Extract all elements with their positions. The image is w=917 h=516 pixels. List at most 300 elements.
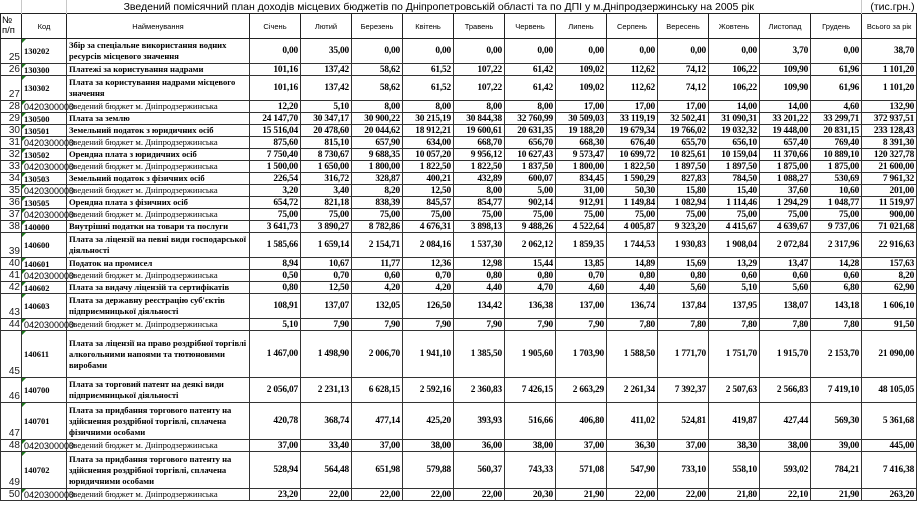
item-name[interactable]: Орендна плата з фізичних осіб xyxy=(67,197,250,209)
month-value[interactable]: 0,00 xyxy=(709,39,760,64)
month-value[interactable]: 14,28 xyxy=(811,258,862,270)
row-number[interactable]: 26 xyxy=(1,64,22,76)
month-value[interactable]: 19 600,61 xyxy=(454,125,505,137)
header-month[interactable]: Червень xyxy=(505,14,556,39)
row-number[interactable]: 33 xyxy=(1,161,22,173)
header-month[interactable]: Березень xyxy=(352,14,403,39)
month-value[interactable]: 19 188,20 xyxy=(556,125,607,137)
item-name[interactable]: Плата за землю xyxy=(67,113,250,125)
month-value[interactable]: 368,74 xyxy=(301,403,352,440)
month-value[interactable]: 9 737,06 xyxy=(811,221,862,233)
annual-total[interactable]: 7 416,38 xyxy=(862,452,917,489)
item-name[interactable]: Плата за видачу ліцензій та сертифікатів xyxy=(67,282,250,294)
month-value[interactable]: 427,44 xyxy=(760,403,811,440)
month-value[interactable]: 58,62 xyxy=(352,76,403,101)
row-number[interactable]: 36 xyxy=(1,197,22,209)
month-value[interactable]: 8,00 xyxy=(454,101,505,113)
budget-code[interactable]: 140601 xyxy=(22,258,67,270)
budget-code[interactable]: 130202 xyxy=(22,39,67,64)
header-month[interactable]: Лютий xyxy=(301,14,352,39)
item-name[interactable]: Плата за користування надрами місцевого значення xyxy=(67,76,250,101)
month-value[interactable]: 126,50 xyxy=(403,294,454,319)
month-value[interactable]: 132,05 xyxy=(352,294,403,319)
month-value[interactable]: 4,40 xyxy=(607,282,658,294)
month-value[interactable]: 1 385,50 xyxy=(454,331,505,378)
header-month[interactable]: Жовтень xyxy=(709,14,760,39)
month-value[interactable]: 827,83 xyxy=(658,173,709,185)
row-number[interactable]: 30 xyxy=(1,125,22,137)
month-value[interactable]: 0,00 xyxy=(811,39,862,64)
month-value[interactable]: 14,00 xyxy=(709,101,760,113)
month-value[interactable]: 134,42 xyxy=(454,294,505,319)
month-value[interactable]: 22,00 xyxy=(607,489,658,501)
month-value[interactable]: 14,89 xyxy=(607,258,658,270)
month-value[interactable]: 30 844,38 xyxy=(454,113,505,125)
month-value[interactable]: 138,07 xyxy=(760,294,811,319)
month-value[interactable]: 12,50 xyxy=(301,282,352,294)
month-value[interactable]: 37,00 xyxy=(556,440,607,452)
budget-code[interactable]: 140700 xyxy=(22,378,67,403)
item-name[interactable]: Плата за державну реєстрацію суб'єктів підприємницької діяльності xyxy=(67,294,250,319)
item-name[interactable]: Зведений бюджет м. Дніпродзержинська xyxy=(67,489,250,501)
month-value[interactable]: 0,00 xyxy=(658,39,709,64)
month-value[interactable]: 7,90 xyxy=(301,319,352,331)
month-value[interactable]: 657,40 xyxy=(760,137,811,149)
budget-code[interactable]: 0420300000 xyxy=(22,209,67,221)
month-value[interactable]: 10 699,72 xyxy=(607,149,658,161)
annual-total[interactable]: 11 519,97 xyxy=(862,197,917,209)
month-value[interactable]: 1 897,50 xyxy=(709,161,760,173)
month-value[interactable]: 75,00 xyxy=(658,209,709,221)
month-value[interactable]: 406,80 xyxy=(556,403,607,440)
month-value[interactable]: 137,00 xyxy=(556,294,607,319)
month-value[interactable]: 10 889,10 xyxy=(811,149,862,161)
item-name[interactable]: Орендна плата з юридичних осіб xyxy=(67,149,250,161)
month-value[interactable]: 600,07 xyxy=(505,173,556,185)
month-value[interactable]: 0,80 xyxy=(250,282,301,294)
budget-code[interactable]: 140701 xyxy=(22,403,67,440)
month-value[interactable]: 137,42 xyxy=(301,64,352,76)
month-value[interactable]: 226,54 xyxy=(250,173,301,185)
month-value[interactable]: 20 831,15 xyxy=(811,125,862,137)
month-value[interactable]: 1 149,84 xyxy=(607,197,658,209)
month-value[interactable]: 75,00 xyxy=(607,209,658,221)
month-value[interactable]: 35,00 xyxy=(301,39,352,64)
month-value[interactable]: 137,95 xyxy=(709,294,760,319)
month-value[interactable]: 7,80 xyxy=(658,319,709,331)
month-value[interactable]: 8 782,86 xyxy=(352,221,403,233)
month-value[interactable]: 7,80 xyxy=(760,319,811,331)
month-value[interactable]: 8,00 xyxy=(352,101,403,113)
month-value[interactable]: 558,10 xyxy=(709,452,760,489)
month-value[interactable]: 571,08 xyxy=(556,452,607,489)
month-value[interactable]: 2 261,34 xyxy=(607,378,658,403)
annual-total[interactable]: 38,70 xyxy=(862,39,917,64)
row-number[interactable]: 46 xyxy=(1,378,22,403)
item-name[interactable]: Платежі за користування надрами xyxy=(67,64,250,76)
month-value[interactable]: 5,60 xyxy=(760,282,811,294)
month-value[interactable]: 769,40 xyxy=(811,137,862,149)
item-name[interactable]: Зведений бюджет м. Дніпродзержинська xyxy=(67,185,250,197)
month-value[interactable]: 393,93 xyxy=(454,403,505,440)
month-value[interactable]: 30 215,19 xyxy=(403,113,454,125)
month-value[interactable]: 1 941,10 xyxy=(403,331,454,378)
annual-total[interactable]: 48 105,05 xyxy=(862,378,917,403)
month-value[interactable]: 22,10 xyxy=(760,489,811,501)
month-value[interactable]: 12,98 xyxy=(454,258,505,270)
month-value[interactable]: 1 822,50 xyxy=(403,161,454,173)
annual-total[interactable]: 8 391,30 xyxy=(862,137,917,149)
month-value[interactable]: 516,66 xyxy=(505,403,556,440)
month-value[interactable]: 1 822,50 xyxy=(607,161,658,173)
item-name[interactable]: Зведений бюджет м. Дніпродзержинська xyxy=(67,161,250,173)
month-value[interactable]: 21,90 xyxy=(811,489,862,501)
row-number[interactable]: 45 xyxy=(1,331,22,378)
month-value[interactable]: 676,40 xyxy=(607,137,658,149)
month-value[interactable]: 137,84 xyxy=(658,294,709,319)
month-value[interactable]: 668,30 xyxy=(556,137,607,149)
month-value[interactable]: 1 875,00 xyxy=(760,161,811,173)
budget-code[interactable]: 140000 xyxy=(22,221,67,233)
month-value[interactable]: 9 956,12 xyxy=(454,149,505,161)
month-value[interactable]: 2 062,12 xyxy=(505,233,556,258)
month-value[interactable]: 1 751,70 xyxy=(709,331,760,378)
month-value[interactable]: 7,90 xyxy=(352,319,403,331)
header-month[interactable]: Вересень xyxy=(658,14,709,39)
budget-code[interactable]: 0420300000 xyxy=(22,440,67,452)
month-value[interactable]: 13,47 xyxy=(760,258,811,270)
month-value[interactable]: 112,62 xyxy=(607,64,658,76)
month-value[interactable]: 15,69 xyxy=(658,258,709,270)
month-value[interactable]: 32 502,41 xyxy=(658,113,709,125)
month-value[interactable]: 7 419,10 xyxy=(811,378,862,403)
month-value[interactable]: 547,90 xyxy=(607,452,658,489)
month-value[interactable]: 11,77 xyxy=(352,258,403,270)
month-value[interactable]: 12,20 xyxy=(250,101,301,113)
month-value[interactable]: 2 056,07 xyxy=(250,378,301,403)
budget-code[interactable]: 130505 xyxy=(22,197,67,209)
month-value[interactable]: 143,18 xyxy=(811,294,862,319)
header-month[interactable]: Травень xyxy=(454,14,505,39)
month-value[interactable]: 107,22 xyxy=(454,76,505,101)
month-value[interactable]: 0,80 xyxy=(607,270,658,282)
month-value[interactable]: 109,02 xyxy=(556,76,607,101)
month-value[interactable]: 3 641,73 xyxy=(250,221,301,233)
budget-code[interactable]: 0420300000 xyxy=(22,101,67,113)
month-value[interactable]: 61,96 xyxy=(811,64,862,76)
month-value[interactable]: 112,62 xyxy=(607,76,658,101)
month-value[interactable]: 7 426,15 xyxy=(505,378,556,403)
month-value[interactable]: 316,72 xyxy=(301,173,352,185)
month-value[interactable]: 1 588,50 xyxy=(607,331,658,378)
item-name[interactable]: Податок на промисел xyxy=(67,258,250,270)
month-value[interactable]: 1 859,35 xyxy=(556,233,607,258)
month-value[interactable]: 30 900,22 xyxy=(352,113,403,125)
month-value[interactable]: 656,10 xyxy=(709,137,760,149)
month-value[interactable]: 2 231,13 xyxy=(301,378,352,403)
row-number[interactable]: 38 xyxy=(1,221,22,233)
month-value[interactable]: 4 415,67 xyxy=(709,221,760,233)
month-value[interactable]: 1 744,53 xyxy=(607,233,658,258)
header-month[interactable]: Січень xyxy=(250,14,301,39)
month-value[interactable]: 0,80 xyxy=(505,270,556,282)
month-value[interactable]: 37,00 xyxy=(352,440,403,452)
month-value[interactable]: 7,80 xyxy=(709,319,760,331)
month-value[interactable]: 733,10 xyxy=(658,452,709,489)
annual-total[interactable]: 120 327,78 xyxy=(862,149,917,161)
month-value[interactable]: 18 912,21 xyxy=(403,125,454,137)
month-value[interactable]: 854,77 xyxy=(454,197,505,209)
month-value[interactable]: 0,60 xyxy=(352,270,403,282)
month-value[interactable]: 7,90 xyxy=(556,319,607,331)
month-value[interactable]: 411,02 xyxy=(607,403,658,440)
annual-total[interactable]: 132,90 xyxy=(862,101,917,113)
budget-code[interactable]: 0420300000 xyxy=(22,489,67,501)
month-value[interactable]: 569,30 xyxy=(811,403,862,440)
item-name[interactable]: Зведений бюджет м. Дніпродзержинська xyxy=(67,319,250,331)
month-value[interactable]: 37,60 xyxy=(760,185,811,197)
month-value[interactable]: 7,80 xyxy=(811,319,862,331)
month-value[interactable]: 821,18 xyxy=(301,197,352,209)
month-value[interactable]: 75,00 xyxy=(505,209,556,221)
month-value[interactable]: 4,70 xyxy=(505,282,556,294)
month-value[interactable]: 36,30 xyxy=(607,440,658,452)
month-value[interactable]: 530,69 xyxy=(811,173,862,185)
item-name[interactable]: Плата за ліцензії на право роздрібної торгівлі алкогольними напоями та тютюновими виробами xyxy=(67,331,250,378)
month-value[interactable]: 9 488,26 xyxy=(505,221,556,233)
row-number[interactable]: 43 xyxy=(1,294,22,319)
month-value[interactable]: 38,00 xyxy=(760,440,811,452)
row-number[interactable]: 32 xyxy=(1,149,22,161)
month-value[interactable]: 21,90 xyxy=(556,489,607,501)
month-value[interactable]: 1 800,00 xyxy=(556,161,607,173)
month-value[interactable]: 2 592,16 xyxy=(403,378,454,403)
month-value[interactable]: 61,42 xyxy=(505,76,556,101)
month-value[interactable]: 1 771,70 xyxy=(658,331,709,378)
month-value[interactable]: 6,80 xyxy=(811,282,862,294)
item-name[interactable]: Зведений бюджет м. Дніпродзержинська xyxy=(67,101,250,113)
month-value[interactable]: 651,98 xyxy=(352,452,403,489)
month-value[interactable]: 4 639,67 xyxy=(760,221,811,233)
month-value[interactable]: 14,00 xyxy=(760,101,811,113)
month-value[interactable]: 37,00 xyxy=(658,440,709,452)
month-value[interactable]: 656,70 xyxy=(505,137,556,149)
row-number[interactable]: 35 xyxy=(1,185,22,197)
month-value[interactable]: 75,00 xyxy=(454,209,505,221)
row-number[interactable]: 39 xyxy=(1,233,22,258)
month-value[interactable]: 75,00 xyxy=(301,209,352,221)
month-value[interactable]: 8,94 xyxy=(250,258,301,270)
row-number[interactable]: 44 xyxy=(1,319,22,331)
month-value[interactable]: 0,70 xyxy=(556,270,607,282)
annual-total[interactable]: 233 128,43 xyxy=(862,125,917,137)
month-value[interactable]: 0,60 xyxy=(709,270,760,282)
annual-total[interactable]: 91,50 xyxy=(862,319,917,331)
month-value[interactable]: 20 478,60 xyxy=(301,125,352,137)
month-value[interactable]: 7,90 xyxy=(403,319,454,331)
header-code[interactable]: Код xyxy=(22,14,67,39)
month-value[interactable]: 20 044,62 xyxy=(352,125,403,137)
month-value[interactable]: 328,87 xyxy=(352,173,403,185)
month-value[interactable]: 784,21 xyxy=(811,452,862,489)
month-value[interactable]: 815,10 xyxy=(301,137,352,149)
month-value[interactable]: 875,60 xyxy=(250,137,301,149)
budget-code[interactable]: 0420300000 xyxy=(22,185,67,197)
month-value[interactable]: 912,91 xyxy=(556,197,607,209)
month-value[interactable]: 5,60 xyxy=(658,282,709,294)
month-value[interactable]: 838,39 xyxy=(352,197,403,209)
month-value[interactable]: 0,00 xyxy=(454,39,505,64)
annual-total[interactable]: 62,90 xyxy=(862,282,917,294)
annual-total[interactable]: 1 101,20 xyxy=(862,64,917,76)
budget-code[interactable]: 130501 xyxy=(22,125,67,137)
month-value[interactable]: 3,70 xyxy=(760,39,811,64)
month-value[interactable]: 902,14 xyxy=(505,197,556,209)
annual-total[interactable]: 1 606,10 xyxy=(862,294,917,319)
month-value[interactable]: 12,36 xyxy=(403,258,454,270)
month-value[interactable]: 10,60 xyxy=(811,185,862,197)
month-value[interactable]: 38,00 xyxy=(403,440,454,452)
annual-total[interactable]: 445,00 xyxy=(862,440,917,452)
header-month[interactable]: Серпень xyxy=(607,14,658,39)
annual-total[interactable]: 263,20 xyxy=(862,489,917,501)
month-value[interactable]: 0,60 xyxy=(760,270,811,282)
budget-code[interactable]: 130302 xyxy=(22,76,67,101)
month-value[interactable]: 75,00 xyxy=(556,209,607,221)
month-value[interactable]: 1 897,50 xyxy=(658,161,709,173)
month-value[interactable]: 2 072,84 xyxy=(760,233,811,258)
item-name[interactable]: Плата за торговий патент на деякі види підприємницької діяльності xyxy=(67,378,250,403)
month-value[interactable]: 4 676,31 xyxy=(403,221,454,233)
month-value[interactable]: 10 627,43 xyxy=(505,149,556,161)
month-value[interactable]: 19 448,00 xyxy=(760,125,811,137)
month-value[interactable]: 0,00 xyxy=(556,39,607,64)
row-number[interactable]: 41 xyxy=(1,270,22,282)
month-value[interactable]: 1 930,83 xyxy=(658,233,709,258)
budget-code[interactable]: 140603 xyxy=(22,294,67,319)
row-number[interactable]: 50 xyxy=(1,489,22,501)
annual-total[interactable]: 22 916,63 xyxy=(862,233,917,258)
month-value[interactable]: 19 032,32 xyxy=(709,125,760,137)
month-value[interactable]: 75,00 xyxy=(250,209,301,221)
month-value[interactable]: 74,12 xyxy=(658,76,709,101)
month-value[interactable]: 9 323,20 xyxy=(658,221,709,233)
month-value[interactable]: 21,80 xyxy=(709,489,760,501)
month-value[interactable]: 7,80 xyxy=(607,319,658,331)
month-value[interactable]: 109,02 xyxy=(556,64,607,76)
month-value[interactable]: 1 294,29 xyxy=(760,197,811,209)
budget-code[interactable]: 140611 xyxy=(22,331,67,378)
month-value[interactable]: 75,00 xyxy=(403,209,454,221)
budget-code[interactable]: 0420300000 xyxy=(22,161,67,173)
header-num[interactable]: № п/п xyxy=(1,14,22,39)
month-value[interactable]: 0,00 xyxy=(607,39,658,64)
month-value[interactable]: 2 154,71 xyxy=(352,233,403,258)
month-value[interactable]: 0,00 xyxy=(250,39,301,64)
month-value[interactable]: 1 659,14 xyxy=(301,233,352,258)
month-value[interactable]: 0,00 xyxy=(352,39,403,64)
month-value[interactable]: 22,00 xyxy=(301,489,352,501)
month-value[interactable]: 31,00 xyxy=(556,185,607,197)
month-value[interactable]: 1 498,90 xyxy=(301,331,352,378)
header-month[interactable]: Квітень xyxy=(403,14,454,39)
annual-total[interactable]: 1 101,20 xyxy=(862,76,917,101)
month-value[interactable]: 15 516,04 xyxy=(250,125,301,137)
month-value[interactable]: 36,00 xyxy=(454,440,505,452)
month-value[interactable]: 6 628,15 xyxy=(352,378,403,403)
month-value[interactable]: 75,00 xyxy=(811,209,862,221)
budget-code[interactable]: 130503 xyxy=(22,173,67,185)
item-name[interactable]: Внутрішні податки на товари та послуги xyxy=(67,221,250,233)
month-value[interactable]: 0,00 xyxy=(505,39,556,64)
month-value[interactable]: 15,40 xyxy=(709,185,760,197)
month-value[interactable]: 13,85 xyxy=(556,258,607,270)
month-value[interactable]: 1 915,70 xyxy=(760,331,811,378)
month-value[interactable]: 432,89 xyxy=(454,173,505,185)
item-name[interactable]: Зведений бюджет м. Дніпродзержинська xyxy=(67,209,250,221)
month-value[interactable]: 845,57 xyxy=(403,197,454,209)
month-value[interactable]: 4,60 xyxy=(811,101,862,113)
month-value[interactable]: 74,12 xyxy=(658,64,709,76)
month-value[interactable]: 654,72 xyxy=(250,197,301,209)
month-value[interactable]: 17,00 xyxy=(556,101,607,113)
month-value[interactable]: 1 082,94 xyxy=(658,197,709,209)
month-value[interactable]: 593,02 xyxy=(760,452,811,489)
month-value[interactable]: 4,60 xyxy=(556,282,607,294)
month-value[interactable]: 1 703,90 xyxy=(556,331,607,378)
month-value[interactable]: 39,00 xyxy=(811,440,862,452)
month-value[interactable]: 33 119,19 xyxy=(607,113,658,125)
month-value[interactable]: 13,29 xyxy=(709,258,760,270)
month-value[interactable]: 2 663,29 xyxy=(556,378,607,403)
month-value[interactable]: 8,00 xyxy=(403,101,454,113)
annual-total[interactable]: 5 361,68 xyxy=(862,403,917,440)
month-value[interactable]: 3 890,27 xyxy=(301,221,352,233)
month-value[interactable]: 420,78 xyxy=(250,403,301,440)
item-name[interactable]: Зведений бюджет м. Дніпродзержинська xyxy=(67,270,250,282)
month-value[interactable]: 31 090,31 xyxy=(709,113,760,125)
month-value[interactable]: 1 048,77 xyxy=(811,197,862,209)
month-value[interactable]: 0,70 xyxy=(403,270,454,282)
month-value[interactable]: 10 159,04 xyxy=(709,149,760,161)
budget-code[interactable]: 130500 xyxy=(22,113,67,125)
month-value[interactable]: 425,20 xyxy=(403,403,454,440)
month-value[interactable]: 1 650,00 xyxy=(301,161,352,173)
month-value[interactable]: 1 908,04 xyxy=(709,233,760,258)
month-value[interactable]: 9 688,35 xyxy=(352,149,403,161)
month-value[interactable]: 136,74 xyxy=(607,294,658,319)
month-value[interactable]: 7 392,37 xyxy=(658,378,709,403)
month-value[interactable]: 50,30 xyxy=(607,185,658,197)
month-value[interactable]: 17,00 xyxy=(607,101,658,113)
month-value[interactable]: 2 006,70 xyxy=(352,331,403,378)
row-number[interactable]: 47 xyxy=(1,403,22,440)
month-value[interactable]: 400,21 xyxy=(403,173,454,185)
item-name[interactable]: Зведений бюджет м. Дніпродзержинська xyxy=(67,440,250,452)
month-value[interactable]: 655,70 xyxy=(658,137,709,149)
month-value[interactable]: 8,00 xyxy=(505,101,556,113)
row-number[interactable]: 25 xyxy=(1,39,22,64)
month-value[interactable]: 8,00 xyxy=(454,185,505,197)
month-value[interactable]: 15,44 xyxy=(505,258,556,270)
month-value[interactable]: 8,20 xyxy=(352,185,403,197)
month-value[interactable]: 10 057,20 xyxy=(403,149,454,161)
month-value[interactable]: 2 317,96 xyxy=(811,233,862,258)
month-value[interactable]: 17,00 xyxy=(658,101,709,113)
month-value[interactable]: 524,81 xyxy=(658,403,709,440)
month-value[interactable]: 2 507,63 xyxy=(709,378,760,403)
budget-code[interactable]: 130300 xyxy=(22,64,67,76)
